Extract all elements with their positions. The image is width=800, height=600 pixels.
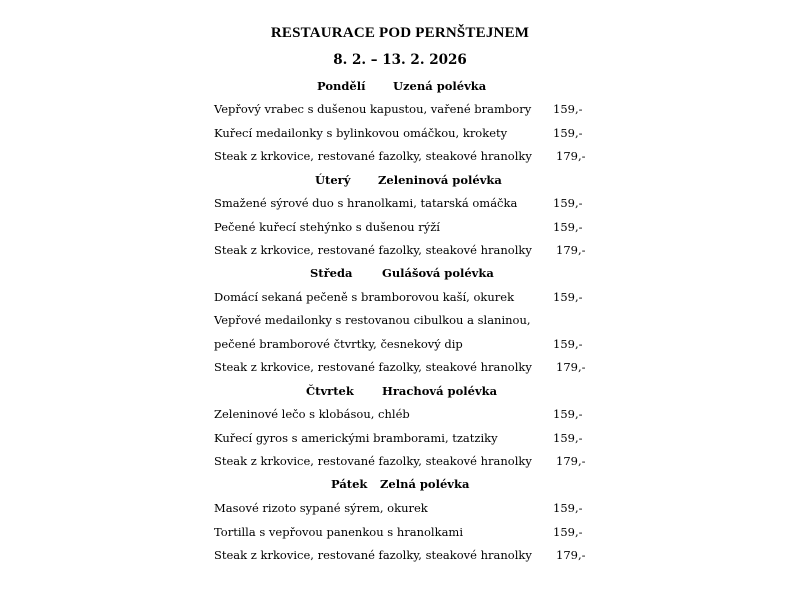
soup-of-day: Gulášová polévka [382,266,494,280]
menu-item: Vepřový vrabec s dušenou kapustou, vařené brambory [214,102,532,116]
day-name: Pondělí [317,79,366,93]
menu-item-price: 179,- [556,548,586,562]
menu-item: Steak z krkovice, restované fazolky, steakové hranolky [214,360,532,374]
menu-item-price: 159,- [553,102,583,116]
menu-item: Masové rizoto sypané sýrem, okurek [214,501,428,515]
menu-item: Domácí sekaná pečeně s bramborovou kaší, okurek [214,290,515,304]
menu-date-range: 8. 2. – 13. 2. 2026 [333,52,467,68]
soup-of-day: Hrachová polévka [382,384,498,398]
menu-item: Zeleninové lečo s klobásou, chléb [214,407,410,421]
menu-item-price: 159,- [553,126,583,140]
menu-item-price: 159,- [553,501,583,515]
menu-item-price: 159,- [553,196,583,210]
menu-item: Steak z krkovice, restované fazolky, steakové hranolky [214,243,532,257]
menu-item-price: 179,- [556,360,586,374]
menu-item-price: 179,- [556,243,586,257]
menu-item: Steak z krkovice, restované fazolky, steakové hranolky [214,454,532,468]
menu-item: Steak z krkovice, restované fazolky, steakové hranolky [214,149,532,163]
menu-item-price: 179,- [556,149,586,163]
day-name: Úterý [315,173,351,187]
menu-item: pečené bramborové čtvrtky, česnekový dip [214,337,463,351]
soup-of-day: Uzená polévka [393,79,487,93]
soup-of-day: Zelná polévka [380,477,470,491]
menu-item-price: 159,- [553,337,583,351]
day-name: Středa [310,266,353,280]
menu-item-price: 159,- [553,407,583,421]
menu-item-price: 159,- [553,431,583,445]
menu-item: Kuřecí gyros s americkými bramborami, tzatziky [214,431,498,445]
menu-item-price: 159,- [553,525,583,539]
menu-item: Pečené kuřecí stehýnko s dušenou rýží [214,220,440,234]
soup-of-day: Zeleninová polévka [378,173,502,187]
menu-item: Kuřecí medailonky s bylinkovou omáčkou, krokety [214,126,508,140]
menu-item-price: 159,- [553,290,583,304]
day-name: Čtvrtek [306,384,354,398]
day-name: Pátek [331,477,368,491]
restaurant-title: RESTAURACE POD PERNŠTEJNEM [270,25,530,41]
menu-item: Tortilla s vepřovou panenkou s hranolkami [214,525,464,539]
menu-item: Smažené sýrové duo s hranolkami, tatarská omáčka [214,196,518,210]
menu-item: Steak z krkovice, restované fazolky, steakové hranolky [214,548,532,562]
menu-item-price: 179,- [556,454,586,468]
menu-item: Vepřové medailonky s restovanou cibulkou a slaninou, [214,313,531,327]
menu-item-price: 159,- [553,220,583,234]
